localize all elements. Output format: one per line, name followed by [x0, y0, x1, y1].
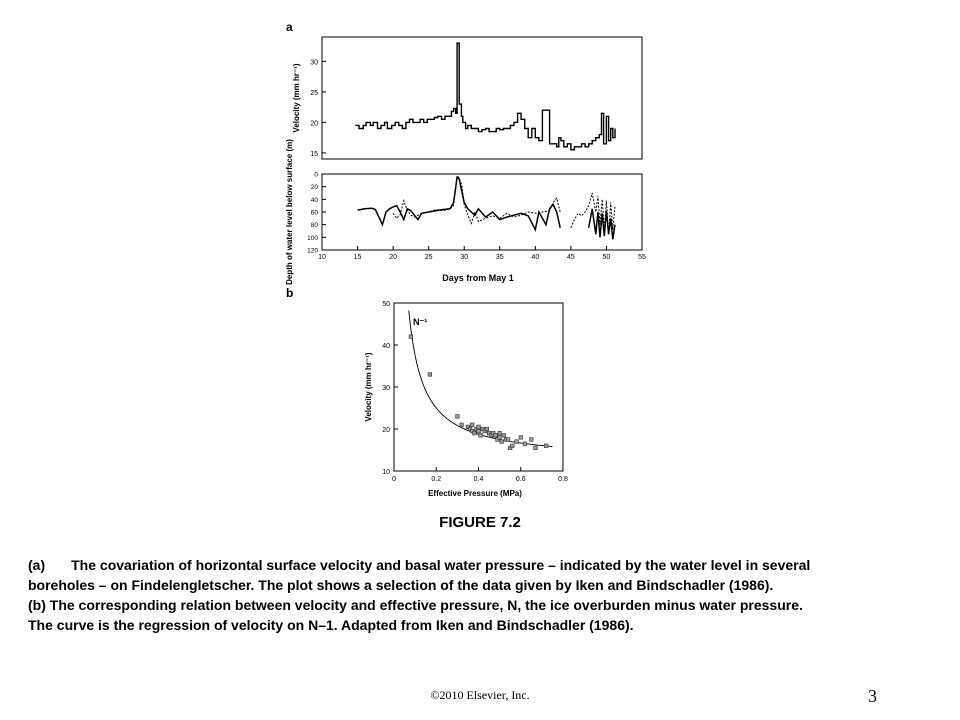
depth-axis-label: Depth of water level below surface (m) [285, 139, 294, 285]
days-x-tick-label: 40 [531, 254, 540, 261]
depth-y-tick-label: 20 [310, 184, 318, 192]
depth-y-tick-label: 40 [310, 196, 318, 204]
caption-line-1 [28, 555, 948, 575]
scatter-point [519, 436, 523, 440]
scatter-point [485, 427, 489, 431]
scatter-point [477, 425, 481, 429]
figure-title: FIGURE 7.2 [439, 514, 521, 531]
regression-curve [409, 311, 553, 447]
depth-series-lines [358, 176, 615, 239]
depth-y-tick-label: 0 [314, 171, 318, 179]
depth-y-tick-label: 80 [310, 222, 318, 230]
scatter-point [530, 438, 534, 442]
scatter-point [460, 423, 464, 427]
days-x-tick-label: 25 [424, 254, 433, 261]
velocity-pressure-plot [364, 301, 568, 498]
water-depth-time-plot [285, 139, 646, 285]
scatter-y-axis-label: Velocity (mm hr⁻¹) [364, 352, 373, 422]
velocity-y-tick-label: 15 [310, 150, 318, 158]
panel-label-b: b [286, 286, 294, 300]
velocity-y-tick-label: 30 [310, 59, 318, 67]
scatter-point [479, 434, 483, 438]
scatter-y-tick-label: 30 [382, 385, 390, 392]
caption-b-line1: (b) The corresponding relation between velocity and effective pressure, N, the ice overburden minus water pressure. [28, 597, 803, 613]
depth-y-tick-label: 60 [310, 209, 318, 217]
days-x-ticks [318, 246, 646, 261]
scatter-x-tick-label: 0.6 [515, 476, 526, 483]
scatter-x-tick-label: 0 [392, 476, 396, 483]
scatter-point [502, 434, 506, 438]
days-x-tick-label: 45 [566, 254, 575, 261]
scatter-y-tick-label: 50 [382, 301, 390, 308]
scatter-point [498, 436, 502, 440]
scatter-points [409, 335, 548, 450]
scatter-axis-ticks [382, 301, 568, 483]
scatter-x-tick-label: 0.2 [431, 476, 442, 483]
scatter-point [409, 335, 413, 339]
panel-label-a: a [286, 20, 293, 34]
figure-caption [28, 555, 948, 635]
days-x-tick-label: 20 [389, 254, 398, 261]
scatter-y-tick-label: 10 [382, 469, 390, 476]
velocity-y-tick-label: 25 [310, 89, 318, 97]
scatter-point [498, 431, 502, 435]
caption-a-line1: The covariation of horizontal surface velocity and basal water pressure – indicated by the water level in several [71, 557, 811, 573]
depth-y-ticks [307, 172, 326, 255]
velocity-time-plot [292, 37, 642, 159]
velocity-y-ticks [310, 59, 326, 157]
scatter-point [428, 373, 432, 377]
days-x-tick-label: 35 [495, 254, 504, 261]
scatter-plot-frame [394, 303, 563, 471]
days-x-tick-label: 30 [460, 254, 469, 261]
scatter-point [544, 444, 548, 448]
velocity-y-tick-label: 20 [310, 120, 318, 128]
caption-a-line2: boreholes – on Findelengletscher. The plot shows a selection of the data given by Iken and Bindschadler (1986). [28, 577, 774, 593]
depth-series-dashed-line [393, 176, 560, 224]
velocity-axis-label: Velocity (mm hr⁻¹) [292, 63, 301, 133]
scatter-point [477, 429, 481, 433]
scatter-point [534, 446, 538, 450]
days-x-tick-label: 55 [638, 254, 646, 261]
scatter-point [470, 423, 474, 427]
depth-series-solid-line [358, 177, 561, 230]
scatter-point [473, 431, 477, 435]
scatter-x-tick-label: 0.8 [558, 476, 568, 483]
scatter-point [523, 442, 527, 446]
scatter-y-tick-label: 20 [382, 427, 390, 434]
days-axis-label: Days from May 1 [442, 273, 514, 283]
depth-y-tick-label: 120 [307, 247, 318, 255]
scatter-x-axis-label: Effective Pressure (MPa) [428, 489, 522, 498]
scatter-point [511, 444, 515, 448]
days-x-tick-label: 15 [353, 254, 362, 261]
days-x-tick-label: 50 [602, 254, 611, 261]
velocity-series-line [355, 43, 615, 150]
days-x-tick-label: 10 [318, 254, 326, 261]
copyright-notice: ©2010 Elsevier, Inc. [430, 688, 530, 702]
scatter-y-tick-label: 40 [382, 343, 390, 350]
caption-b-line2: The curve is the regression of velocity on N–1. Adapted from Iken and Bindschadler (1986). [28, 617, 634, 633]
scatter-x-tick-label: 0.4 [473, 476, 484, 483]
caption-a-prefix: (a) [28, 557, 46, 573]
scatter-point [506, 438, 510, 442]
depth-y-tick-label: 100 [307, 234, 318, 242]
curve-label: N⁻¹ [413, 317, 428, 327]
scatter-point [515, 440, 519, 444]
scatter-point [456, 415, 460, 419]
page-number: 3 [868, 686, 877, 706]
scatter-point [494, 434, 498, 438]
scatter-point [500, 440, 504, 444]
